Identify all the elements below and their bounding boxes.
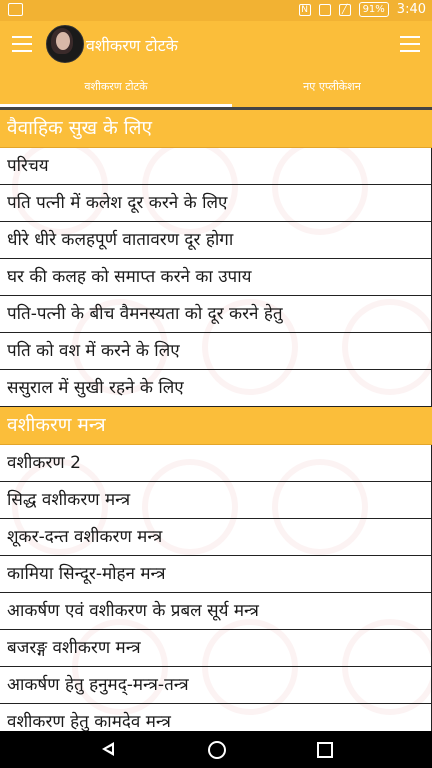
- app-title: वशीकरण टोटके: [86, 36, 178, 55]
- list-item[interactable]: ससुराल में सुखी रहने के लिए: [0, 370, 432, 407]
- clock: 3:40: [396, 2, 426, 17]
- list-item[interactable]: वशीकरण 2: [0, 445, 432, 482]
- list-item[interactable]: परिचय: [0, 148, 432, 185]
- tab-new-applications[interactable]: नए एप्लीकेशन: [303, 80, 361, 93]
- list-item[interactable]: पति पत्नी में कलेश दूर करने के लिए: [0, 185, 432, 222]
- no-signal-icon: ╱: [339, 4, 351, 16]
- image-icon: [8, 3, 23, 16]
- list-item[interactable]: बजरङ्ग वशीकरण मन्त्र: [0, 630, 432, 667]
- vibrate-icon: [319, 4, 331, 16]
- list-item[interactable]: आकर्षण हेतु हनुमद्-मन्त्र-तन्त्र: [0, 667, 432, 704]
- overflow-menu-icon[interactable]: [400, 36, 420, 52]
- recents-icon[interactable]: [317, 742, 333, 758]
- tab-vashikaran-totke[interactable]: वशीकरण टोटके: [84, 80, 148, 93]
- section-header: वैवाहिक सुख के लिए: [0, 110, 432, 148]
- back-icon-inner: [106, 746, 112, 752]
- home-icon[interactable]: [208, 741, 226, 759]
- content-list[interactable]: [0, 107, 432, 731]
- list-item[interactable]: आकर्षण एवं वशीकरण के प्रबल सूर्य मन्त्र: [0, 593, 432, 630]
- section-header: वशीकरण मन्त्र: [0, 407, 432, 445]
- avatar: [46, 25, 84, 63]
- menu-icon[interactable]: [12, 36, 32, 52]
- list-item[interactable]: पति को वश में करने के लिए: [0, 333, 432, 370]
- list-item[interactable]: सिद्ध वशीकरण मन्त्र: [0, 482, 432, 519]
- list-item[interactable]: पति-पत्नी के बीच वैमनस्यता को दूर करने हेतु: [0, 296, 432, 333]
- status-icons: [299, 2, 426, 17]
- battery-icon: 91%: [359, 2, 389, 17]
- system-nav-bar: [0, 731, 432, 768]
- app-bar: [0, 21, 432, 73]
- list-item[interactable]: वशीकरण हेतु कामदेव मन्त्र: [0, 704, 432, 731]
- status-bar: [0, 0, 432, 21]
- list-item[interactable]: शूकर-दन्त वशीकरण मन्त्र: [0, 519, 432, 556]
- list-item[interactable]: घर की कलह को समाप्त करने का उपाय: [0, 259, 432, 296]
- list-item[interactable]: कामिया सिन्दूर-मोहन मन्त्र: [0, 556, 432, 593]
- nfc-icon: N: [299, 4, 311, 16]
- list-item[interactable]: धीरे धीरे कलहपूर्ण वातावरण दूर होगा: [0, 222, 432, 259]
- tab-bar: [0, 73, 432, 107]
